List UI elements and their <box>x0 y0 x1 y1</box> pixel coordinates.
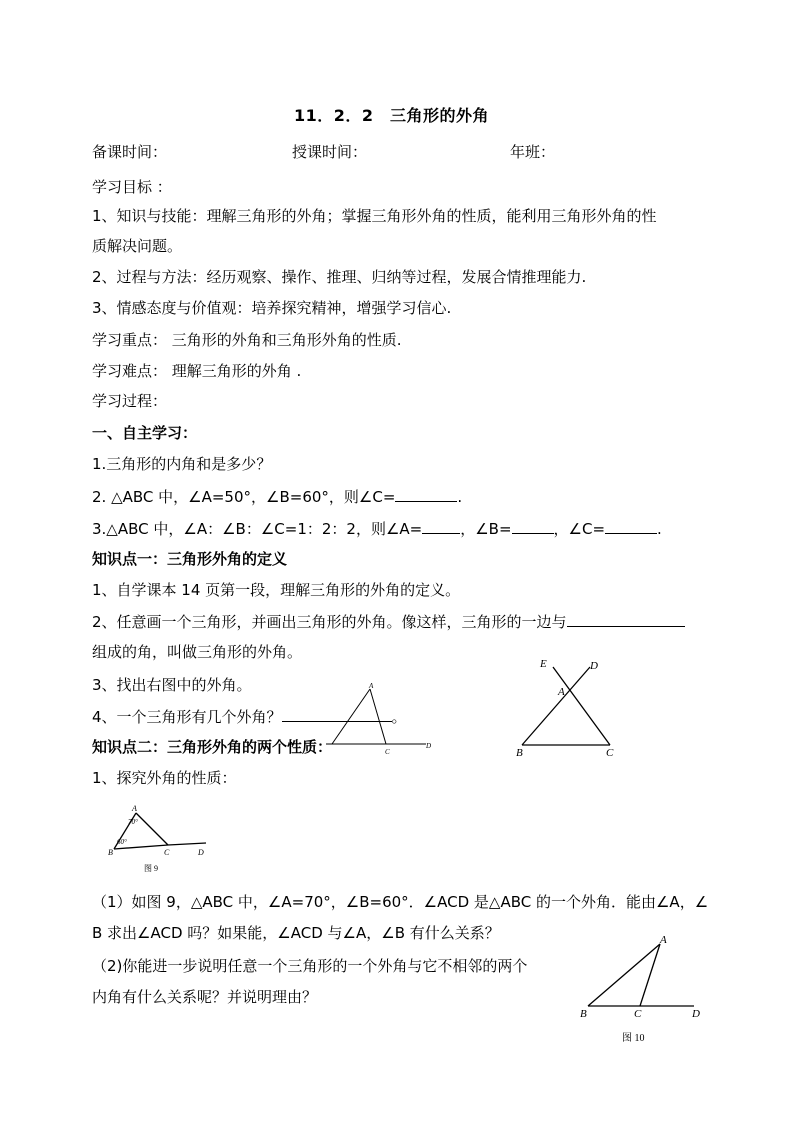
answer-blank-c[interactable] <box>395 486 457 502</box>
objective-1-line-1: 1、知识与技能：理解三角形的外角；掌握三角形外角的性质，能利用三角形外角的性 <box>92 207 657 225</box>
small-side-ab <box>332 689 370 744</box>
answer-blank-c2[interactable] <box>605 518 657 534</box>
kp1-heading: 知识点一：三角形外角的定义 <box>92 550 288 568</box>
fig9-side-ac <box>136 813 168 845</box>
small-label-c: C <box>385 748 390 756</box>
process-heading: 学习过程： <box>92 392 168 410</box>
label-c: C <box>606 747 614 759</box>
page-title: 11．2．2 三角形的外角 <box>294 106 490 125</box>
fig10-caption: 图 10 <box>622 1033 645 1044</box>
small-label-a: A <box>369 682 374 690</box>
fig10-label-b: B <box>580 1008 587 1020</box>
figure-9 <box>106 803 216 875</box>
fig9-label-c: C <box>164 848 170 857</box>
question-2-end: . <box>457 488 463 506</box>
kp1-item-2-text: 2、任意画一个三角形，并画出三角形的外角。像这样，三角形的一边与 <box>92 613 567 631</box>
kp1-item-4-end: 。 <box>391 708 407 726</box>
answer-blank-a[interactable] <box>422 518 460 534</box>
fig9-label-a: A <box>132 804 137 813</box>
grade-class-label: 年班： <box>510 143 556 161</box>
kp1-item-3: 3、找出右图中的外角。 <box>92 676 252 694</box>
question-3-end: . <box>657 520 662 538</box>
fig9-extension-cd <box>168 843 206 845</box>
question-2-text: 2. △ABC 中，∠A=50°，∠B=60°，则∠C= <box>92 488 396 506</box>
question-3-b-label: ，∠B= <box>460 520 512 538</box>
kp2-problem-1-line-1: （1）如图 9，△ABC 中，∠A=70°，∠B=60°．∠ACD 是△ABC 的一个外角．能由∠A，∠ <box>92 893 709 911</box>
kp1-item-2-line-1 <box>92 611 685 632</box>
fig10-label-a: A <box>660 934 667 946</box>
question-1: 1.三角形的内角和是多少？ <box>92 455 272 473</box>
answer-blank-b[interactable] <box>512 518 554 534</box>
fig9-angle-a: 70° <box>128 818 138 826</box>
fig9-label-b: B <box>108 848 113 857</box>
kp2-problem-2-line-2: 内角有什么关系呢？并说明理由？ <box>92 988 318 1006</box>
fig10-label-d: D <box>692 1008 700 1020</box>
fig9-label-d: D <box>198 848 204 857</box>
question-3-c-label: ，∠C= <box>553 520 606 538</box>
kp2-item-1: 1、探究外角的性质： <box>92 769 237 787</box>
kp1-item-2-line-2: 组成的角，叫做三角形的外角。 <box>92 643 303 661</box>
question-3-text: 3.△ABC 中，∠A：∠B：∠C=1：2：2，则∠A= <box>92 520 423 538</box>
question-3 <box>92 518 662 539</box>
kp2-heading: 知识点二：三角形外角的两个性质： <box>92 738 333 756</box>
exterior-angle-figure <box>510 655 640 765</box>
question-2 <box>92 486 462 507</box>
objective-3: 3、情感态度与价值观：培养探究精神，增强学习信心. <box>92 299 452 317</box>
kp1-item-4-text: 4、一个三角形有几个外角？ <box>92 708 282 726</box>
fig9-angle-b: 60° <box>117 838 127 846</box>
definition-blank[interactable] <box>567 611 685 627</box>
label-a: A <box>558 686 565 698</box>
kp1-item-1: 1、自学课本 14 页第一段，理解三角形的外角的定义。 <box>92 581 461 599</box>
label-b: B <box>516 747 523 759</box>
difficulty: 学习难点： 理解三角形的外角 . <box>92 362 302 380</box>
kp2-problem-2-line-1: （2)你能进一步说明任意一个三角形的一个外角与它不相邻的两个 <box>92 957 528 975</box>
small-label-d: D <box>426 742 432 750</box>
label-e: E <box>540 658 547 670</box>
prep-time-label: 备课时间： <box>92 143 168 161</box>
fig10-side-ab <box>588 944 660 1006</box>
fig9-caption: 图 9 <box>144 864 158 873</box>
small-triangle-figure <box>318 682 438 756</box>
label-d: D <box>590 660 598 672</box>
objectives-heading: 学习目标 ： <box>92 178 172 196</box>
objective-2: 2、过程与方法：经历观察、操作、推理、归纳等过程，发展合情推理能力. <box>92 268 587 286</box>
line-db <box>522 667 590 745</box>
kp2-problem-1-line-2: B 求出∠ACD 吗？如果能，∠ACD 与∠A，∠B 有什么关系？ <box>92 924 500 942</box>
self-study-heading: 一、自主学习： <box>92 424 198 442</box>
line-ec <box>553 667 610 745</box>
small-side-ac <box>370 689 386 744</box>
fig10-label-c: C <box>634 1008 642 1020</box>
teach-time-label: 授课时间： <box>292 143 368 161</box>
key-point: 学习重点： 三角形的外角和三角形外角的性质. <box>92 331 402 349</box>
figure-10 <box>576 930 716 1050</box>
objective-1-line-2: 质解决问题。 <box>92 237 183 255</box>
